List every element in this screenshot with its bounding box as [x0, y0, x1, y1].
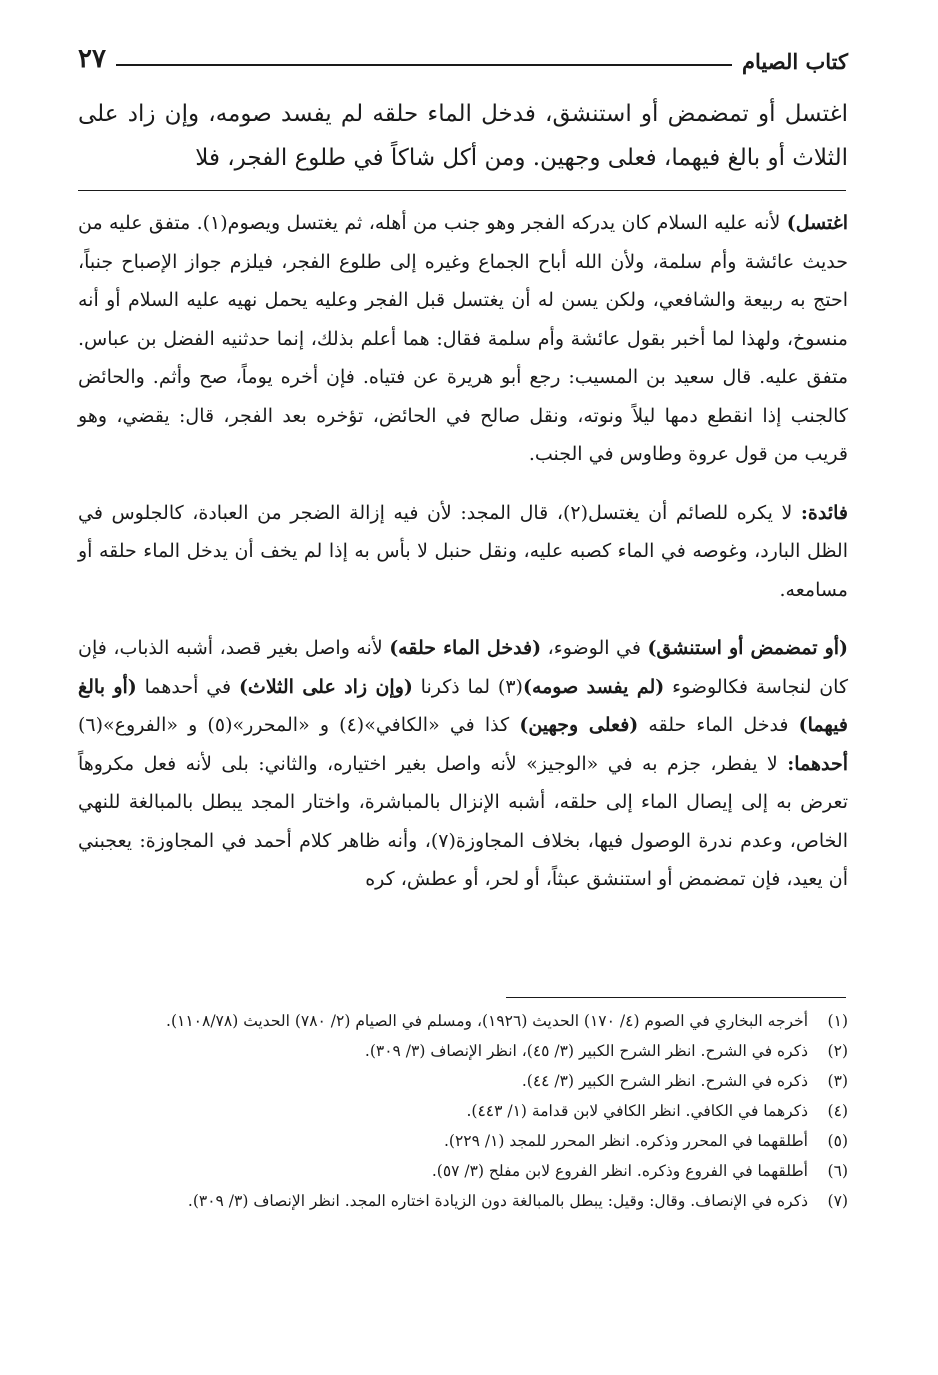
footnote-number: (٦) [827, 1162, 848, 1180]
bold-term: (فدخل الماء حلقه) [389, 637, 542, 659]
bold-term: (فعلى وجهين) [519, 714, 639, 736]
footnote-text: ذكرهما في الكافي. انظر الكافي لابن قدامة (١/ ٤٤٣). [466, 1102, 808, 1120]
footnote-number: (٧) [827, 1192, 848, 1210]
footnote-text: أطلقهما في الفروع وذكره. انظر الفروع لابن مفلح (٣/ ٥٧). [431, 1162, 808, 1180]
paragraph-text: في الوضوء، [541, 637, 648, 659]
bold-term: أحدهما: [787, 752, 848, 775]
footnote [78, 1066, 848, 1096]
footnote [78, 1036, 848, 1066]
running-title: كتاب الصيام [742, 49, 848, 74]
commentary-paragraph [78, 629, 848, 899]
page-number: ٢٧ [78, 44, 106, 74]
footnote-divider [506, 997, 846, 998]
paragraph-text: (٣) لما ذكرنا [412, 675, 523, 698]
bold-term: فائدة: [800, 501, 849, 524]
footnote [78, 1126, 848, 1156]
paragraph-text: لأنه واصل بغير قصد، أشبه الذباب، فإن كان لنجاسة فكالوضوء [78, 637, 848, 698]
header-rule [116, 64, 732, 66]
commentary-paragraph [78, 204, 848, 474]
paragraph-text: لا يفطر، جزم به في «الوجيز» لأنه واصل بغير اختياره، والثاني: بلى لأنه فعل مكروهاً تعرض به إلى إيصال الماء إلى حلقه، أشبه الإنزال بالمباشرة، واختار المجد يبطل بالمبالغة للنهي الخاص، وعدم ندرة الوصول فيها، بخلاف المجاوزة(٧)، وأنه ظاهر كلام أحمد في المجاوزة: يعجبني أن يعيد، فإن تمضمض أو استنشق عبثاً، أو لحر، أو عطش، كره [78, 752, 848, 890]
footnote-number: (٥) [827, 1132, 848, 1150]
paragraph-text: فدخل الماء حلقه [638, 714, 799, 736]
footnote-text: أخرجه البخاري في الصوم (٤/ ١٧٠) الحديث (١٩٢٦)، ومسلم في الصيام (٢/ ٧٨٠) الحديث (١١٠٨/٧٨). [166, 1012, 808, 1030]
footnote-text: ذكره في الشرح. انظر الشرح الكبير (٣/ ٤٤). [521, 1072, 808, 1090]
paragraph-text: في أحدهما [136, 675, 239, 698]
footnotes [78, 1006, 848, 1216]
bold-term: (أو بالغ فيهما) [78, 675, 848, 736]
footnote-text: ذكره في الإنصاف. وقال: وقيل: يبطل بالمبالغة دون الزيادة اختاره المجد. انظر الإنصاف (٣/ ٣٠٩). [187, 1192, 808, 1210]
bold-term: (أو تمضمض أو استنشق) [647, 637, 849, 659]
bold-term: اغتسل) [786, 212, 848, 234]
footnote [78, 1006, 848, 1036]
bold-term: (وإن زاد على الثلاث) [238, 675, 413, 698]
footnote [78, 1096, 848, 1126]
footnote-number: (٤) [827, 1102, 848, 1120]
footnote-number: (٢) [827, 1042, 848, 1060]
footnote [78, 1156, 848, 1186]
main-text-divider [78, 190, 846, 191]
footnote-text: أطلقهما في المحرر وذكره. انظر المحرر للمجد (١/ ٢٢٩). [443, 1132, 808, 1150]
footnote-number: (١) [827, 1012, 848, 1030]
bold-term: (لم يفسد صومه) [522, 675, 665, 698]
paragraph-text: لأنه عليه السلام كان يدركه الفجر وهو جنب من أهله، ثم يغتسل ويصوم(١). متفق عليه من حديث عائشة وأم سلمة، ولأن الله أباح الجماع وغيره إلى طلوع الفجر، فيلزم جواز الإصباح جنباً، احتج به ربيعة والشافعي، ولكن يسن له أن يغتسل قبل الفجر وعليه يحمل نهيه عليه السلام أو أنه منسوخ، ولهذا لما أخبر بقول عائشة وأم سلمة فقال: هما أعلم بذلك، إنما حدثنيه الفضل بن عباس. متفق عليه. قال سعيد بن المسيب: رجع أبو هريرة عن فتياه. فإن أخره يوماً، صح وأثم. والحائض كالجنب إذا انقطع دمها ليلاً ونوته، ونقل صالح في الحائض، تؤخره بعد الفجر، قال: يقضي، وهو قريب من قول عروة وطاوس في الجنب. [78, 212, 848, 465]
commentary [78, 204, 848, 899]
page-header [78, 34, 848, 74]
main-text: اغتسل أو تمضمض أو استنشق، فدخل الماء حلقه لم يفسد صومه، وإن زاد على الثلاث أو بالغ فيهما، فعلى وجهين. ومن أكل شاكاً في طلوع الفجر، فلا [78, 101, 848, 171]
commentary-paragraph [78, 494, 848, 610]
paragraph-text: لا يكره للصائم أن يغتسل(٢)، قال المجد: لأن فيه إزالة الضجر من العبادة، كالجلوس في الظل البارد، وغوصه في الماء كصبه عليه، ونقل حنبل لا بأس به إذا لم يخف أن يدخل الماء حلقه أو مسامعه. [78, 501, 848, 601]
footnote-text: ذكره في الشرح. انظر الشرح الكبير (٣/ ٤٥)، انظر الإنصاف (٣/ ٣٠٩). [364, 1042, 808, 1060]
paragraph-text: كذا في «الكافي»(٤) و «المحرر»(٥) و «الفروع»(٦) [78, 714, 520, 736]
footnote-number: (٣) [827, 1072, 848, 1090]
footnote [78, 1186, 848, 1216]
